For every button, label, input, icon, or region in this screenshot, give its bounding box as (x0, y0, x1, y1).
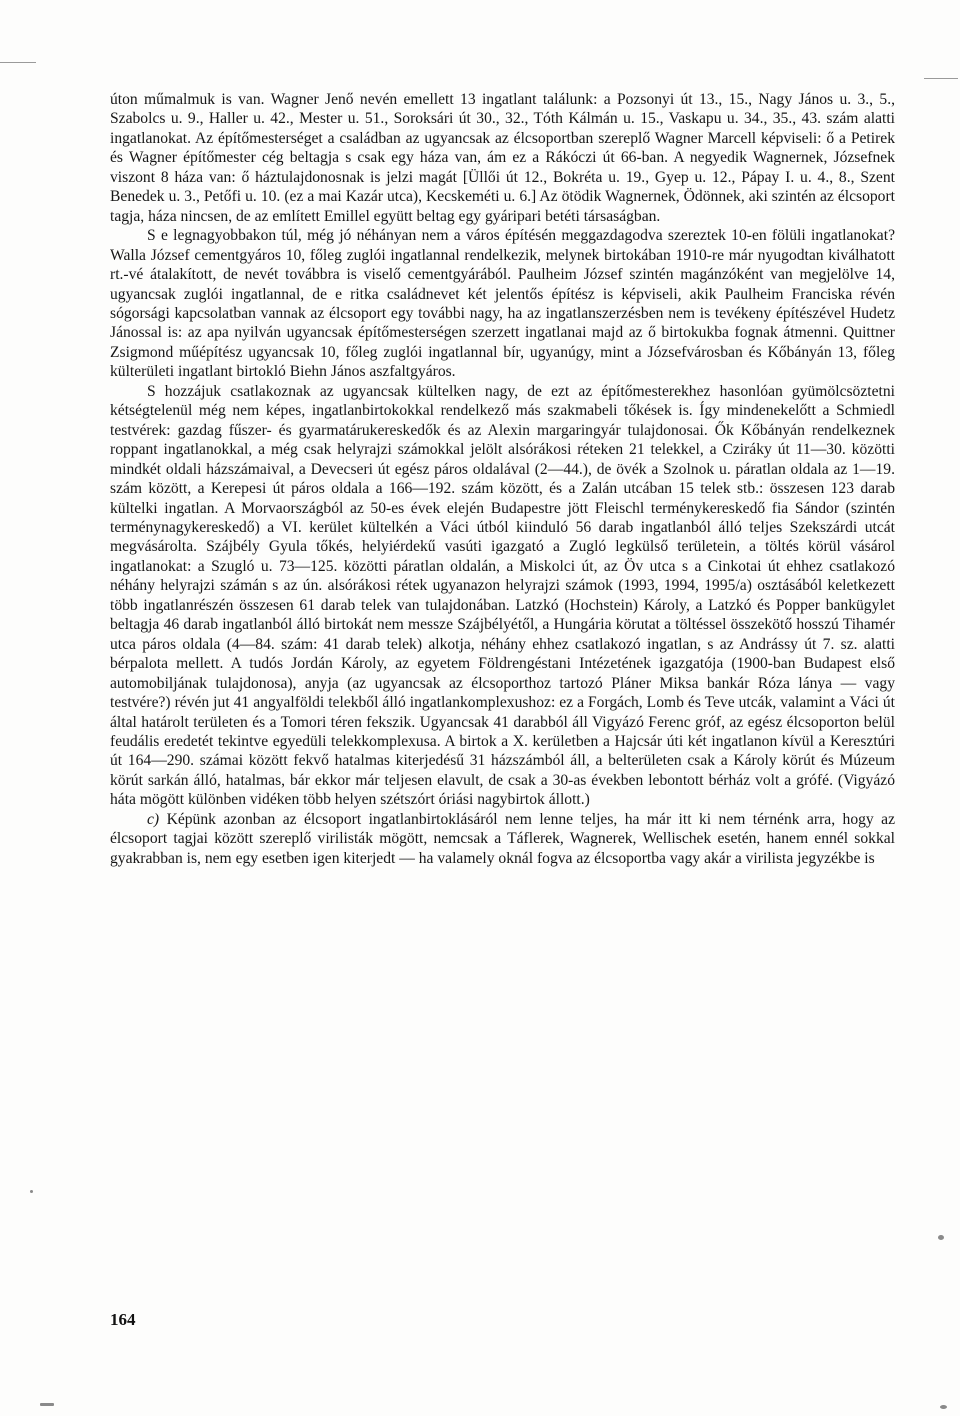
paragraph-4-text: Képünk azonban az élcsoport ingatlanbirtoklásáról nem lenne teljes, ha már itt ki nem térnénk arra, hogy az élcsoport tagjai között szereplő virilisták mögött, nemcsak a Táflerek, Wagnerek, Wellischek esetén, hanem ennél sokkal gyakrabban is, nem egy esetben igen kiterjedt — ha valamely oknál fogva az élcsoportba vagy akár a virilista jegyzékbe is (110, 810, 895, 867)
scan-speck (30, 1190, 33, 1193)
scan-edge-mark-top-left (0, 62, 36, 63)
paragraph-4 (110, 810, 895, 868)
paragraph-3: S hozzájuk csatlakoznak az ugyancsak kültelken nagy, de ezt az építőmesterekhez hasonlóan gyümölcsöztetni kétségtelenül még nem képes, ingatlanbirtokokkal rendelkező más szakmabeli tőkések is. Így mindenekelőtt a Schmiedl testvérek: gazdag fűszer- és gyarmatárukereskedők és az Alexin margaringyár tulajdonosai. Ők Kőbányán rendelkeznek roppant ingatlanokkal, a még csak helyrajzi számokkal jelölt alsórákosi réteken 21 telekkel, a Cziráky út 11—30. közötti mindkét oldali házszámaival, a Devecseri út egész páros oldalával (2—44.), de övék a Szolnok u. páratlan oldala az 1—19. szám között, a Kerepesi út páros oldala a 166—192. szám között, és a Zalán utcában 15 telek stb.: összesen 123 darab kültelki ingatlan. A Morvaországból az 50-es évek elején Budapestre jött Fleischl terménykereskedő fia Sándor (szintén terménynagykereskedő) a VI. kerület kültelkén a Váci útból kiinduló 56 darab ingatlanból álló teljes Szekszárdi utcát megvásárolta. Szájbély Gyula tőkés, helyiérdekű vasúti igazgató a Zugló legkülső területein, a töltés körül vásárol ingatlanokat: a Szugló u. 73—125. közötti páratlan oldalán, a Miskolci út, az Öv utca s a Cinkotai út ehhez csatlakozó néhány helyrajzi számán s az ún. alsórákosi rétek ugyanazon helyrajzi számok (1993, 1994, 1995/a) osztásából keletkezett több ingatlanrészén összesen 61 darab telek van tulajdonában. Latzkó (Hochstein) Károly, a Latzkó és Popper bankügylet beltagja 46 darab ingatlanból álló birtokát nem messze Szájbélyétől, a Hungária körutat a töltéssel összekötő hosszú Tihamér utca páros oldala (4—84. szám: 41 darab telek) alkotja, néhány ehhez csatlakozó ingatlan, s az Andrássy út 7. sz. alatti bérpalota mellett. A tudós Jordán Károly, az egyetem Földrengéstani Intézetének igazgatója (1900-ban Budapest első automobiljának tulajdonosa), anyja (az ugyancsak az élcsoporthoz tartozó Pláner Miksa bankár Róza lánya — vagy testvére?) révén jut 41 angyalföldi telekből álló ingatlankomplexushoz: ez a Forgách, Lomb és Teve utcák, valamint a Váci út által határolt területen és a Tomori téren fekszik. Ugyancsak 41 darabból áll Vigyázó Ferenc gróf, az egész élcsoporton belül feudális eredetét tekintve egyedüli telekkomplexusa. A birtok a X. kerületben a Hajcsár úti két ingatlanon kívül a Keresztúri út 164—290. számai között fekvő hatalmas kiterjedésű 31 házszámból áll, a belterületen csak a Károly körút és Múzeum körút sarkán álló, hatalmas, bár ekkor már teljesen elavult, de csak a 30-as években lebontott bérház volt a grófé. (Vigyázó háta mögött különben vidéken több helyen szétszórt óriási nagybirtok állott.) (110, 382, 895, 809)
scan-edge-mark-top-right (924, 78, 958, 79)
scan-speck (40, 1403, 54, 1406)
paragraph-1: úton műmalmuk is van. Wagner Jenő nevén emellett 13 ingatlant találunk: a Pozsonyi út 13., 15., Nagy János u. 3., 5., Szabolcs u. 9., Haller u. 42., Mester u. 51., Soroksári út 30., 32., Tóth Kálmán u. 15., Vaskapu u. 34., 35., 43. szám alatti ingatlanokat. Az építőmesterséget a családban az ugyancsak az élcsoportban szereplő Wagner Marcell képviseli: ő a Petirek és Wagner építőmester cég beltagja s csak egy háza van, ám ez a Rákóczi út 66-ban. A negyedik Wagnernek, Józsefnek viszont 8 háza van: ő háztulajdonosnak is jelzi magát [Üllői út 12., Bokréta u. 19., Gyep u. 12., Pápay I. u. 4., 8., Szent Benedek u. 3., Petőfi u. 10. (ez a mai Kazár utca), Kecskeméti u. 6.] Az ötödik Wagnernek, Ödönnek, aki szintén az élcsoport tagja, háza nincsen, de az említett Emillel együtt beltag egy gyáripari betéti társaságban. (110, 91, 895, 225)
page-number: 164 (110, 1310, 136, 1329)
body-text (110, 90, 895, 868)
scan-speck (938, 1235, 944, 1240)
scan-speck (940, 1405, 947, 1409)
paragraph-2: S e legnagyobbakon túl, még jó néhányan nem a város építésén meggazdagodva szereztek 10-en fölüli ingatlanokat? Walla József cementgyáros 10, főleg zuglói ingatlannal rendelkezik, melynek birtokában 1910-re már nyugodtan kiválhatott rt.-vé átalakított, de nevét továbbra is viselő cementgyárából. Paulheim József szintén magánzóként van megjelölve 14, ugyancsak zuglói ingatlannal, de e ritka családnevet két jelentős építész is képviseli, akik Paulheim Franciska révén sógorsági kapcsolatban vannak az élcsoport egy további nagy, ha az ingatlanszerzésben nem is tevékeny építészével Hudetz Jánossal is: az apa nyilván ugyancsak építőmesterségen szerzett ingatlanai majd az ő birtokukba fognak átmenni. Quittner Zsigmond műépítész ugyancsak 10, főleg zuglói ingatlannal bír, ugyanúgy, mint a Józsefvárosban és Kőbányán 13, főleg külterületi ingatlant birtokló Biehn János aszfaltgyáros. (110, 227, 895, 381)
section-marker: c) (147, 810, 160, 828)
